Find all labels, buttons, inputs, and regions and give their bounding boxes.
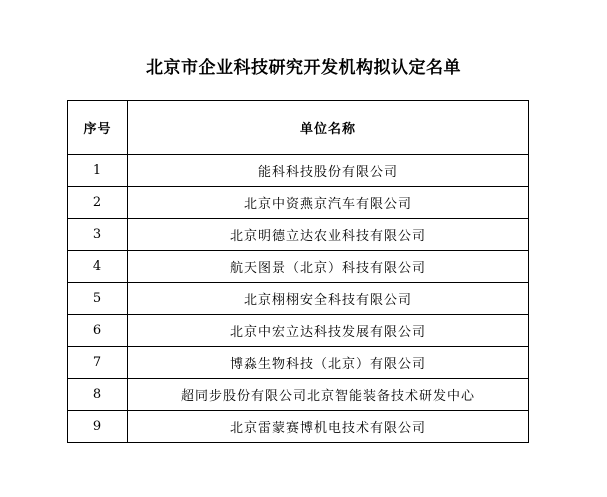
header-index: 序号 <box>68 101 128 155</box>
table-row <box>68 315 529 347</box>
row-company-name: 航天图景（北京）科技有限公司 <box>128 251 529 283</box>
row-index: 4 <box>68 251 128 283</box>
table-row <box>68 283 529 315</box>
row-index: 5 <box>68 283 128 315</box>
row-company-name: 能科科技股份有限公司 <box>128 155 529 187</box>
row-company-name: 博淼生物科技（北京）有限公司 <box>128 347 529 379</box>
row-index: 1 <box>68 155 128 187</box>
table-row <box>68 219 529 251</box>
table-row <box>68 187 529 219</box>
row-index: 6 <box>68 315 128 347</box>
table-row <box>68 379 529 411</box>
table-row <box>68 251 529 283</box>
table-row <box>68 411 529 443</box>
page-title: 北京市企业科技研究开发机构拟认定名单 <box>146 58 461 78</box>
row-index: 9 <box>68 411 128 443</box>
row-company-name: 超同步股份有限公司北京智能装备技术研发中心 <box>128 379 529 411</box>
row-company-name: 北京栩栩安全科技有限公司 <box>128 283 529 315</box>
row-company-name: 北京明德立达农业科技有限公司 <box>128 219 529 251</box>
row-index: 2 <box>68 187 128 219</box>
row-company-name: 北京中资燕京汽车有限公司 <box>128 187 529 219</box>
row-index: 7 <box>68 347 128 379</box>
row-company-name: 北京雷蒙赛博机电技术有限公司 <box>128 411 529 443</box>
header-name: 单位名称 <box>128 101 529 155</box>
row-index: 3 <box>68 219 128 251</box>
company-table <box>67 100 529 443</box>
table-header-row <box>68 101 529 155</box>
row-index: 8 <box>68 379 128 411</box>
table-row <box>68 155 529 187</box>
table-row <box>68 347 529 379</box>
row-company-name: 北京中宏立达科技发展有限公司 <box>128 315 529 347</box>
